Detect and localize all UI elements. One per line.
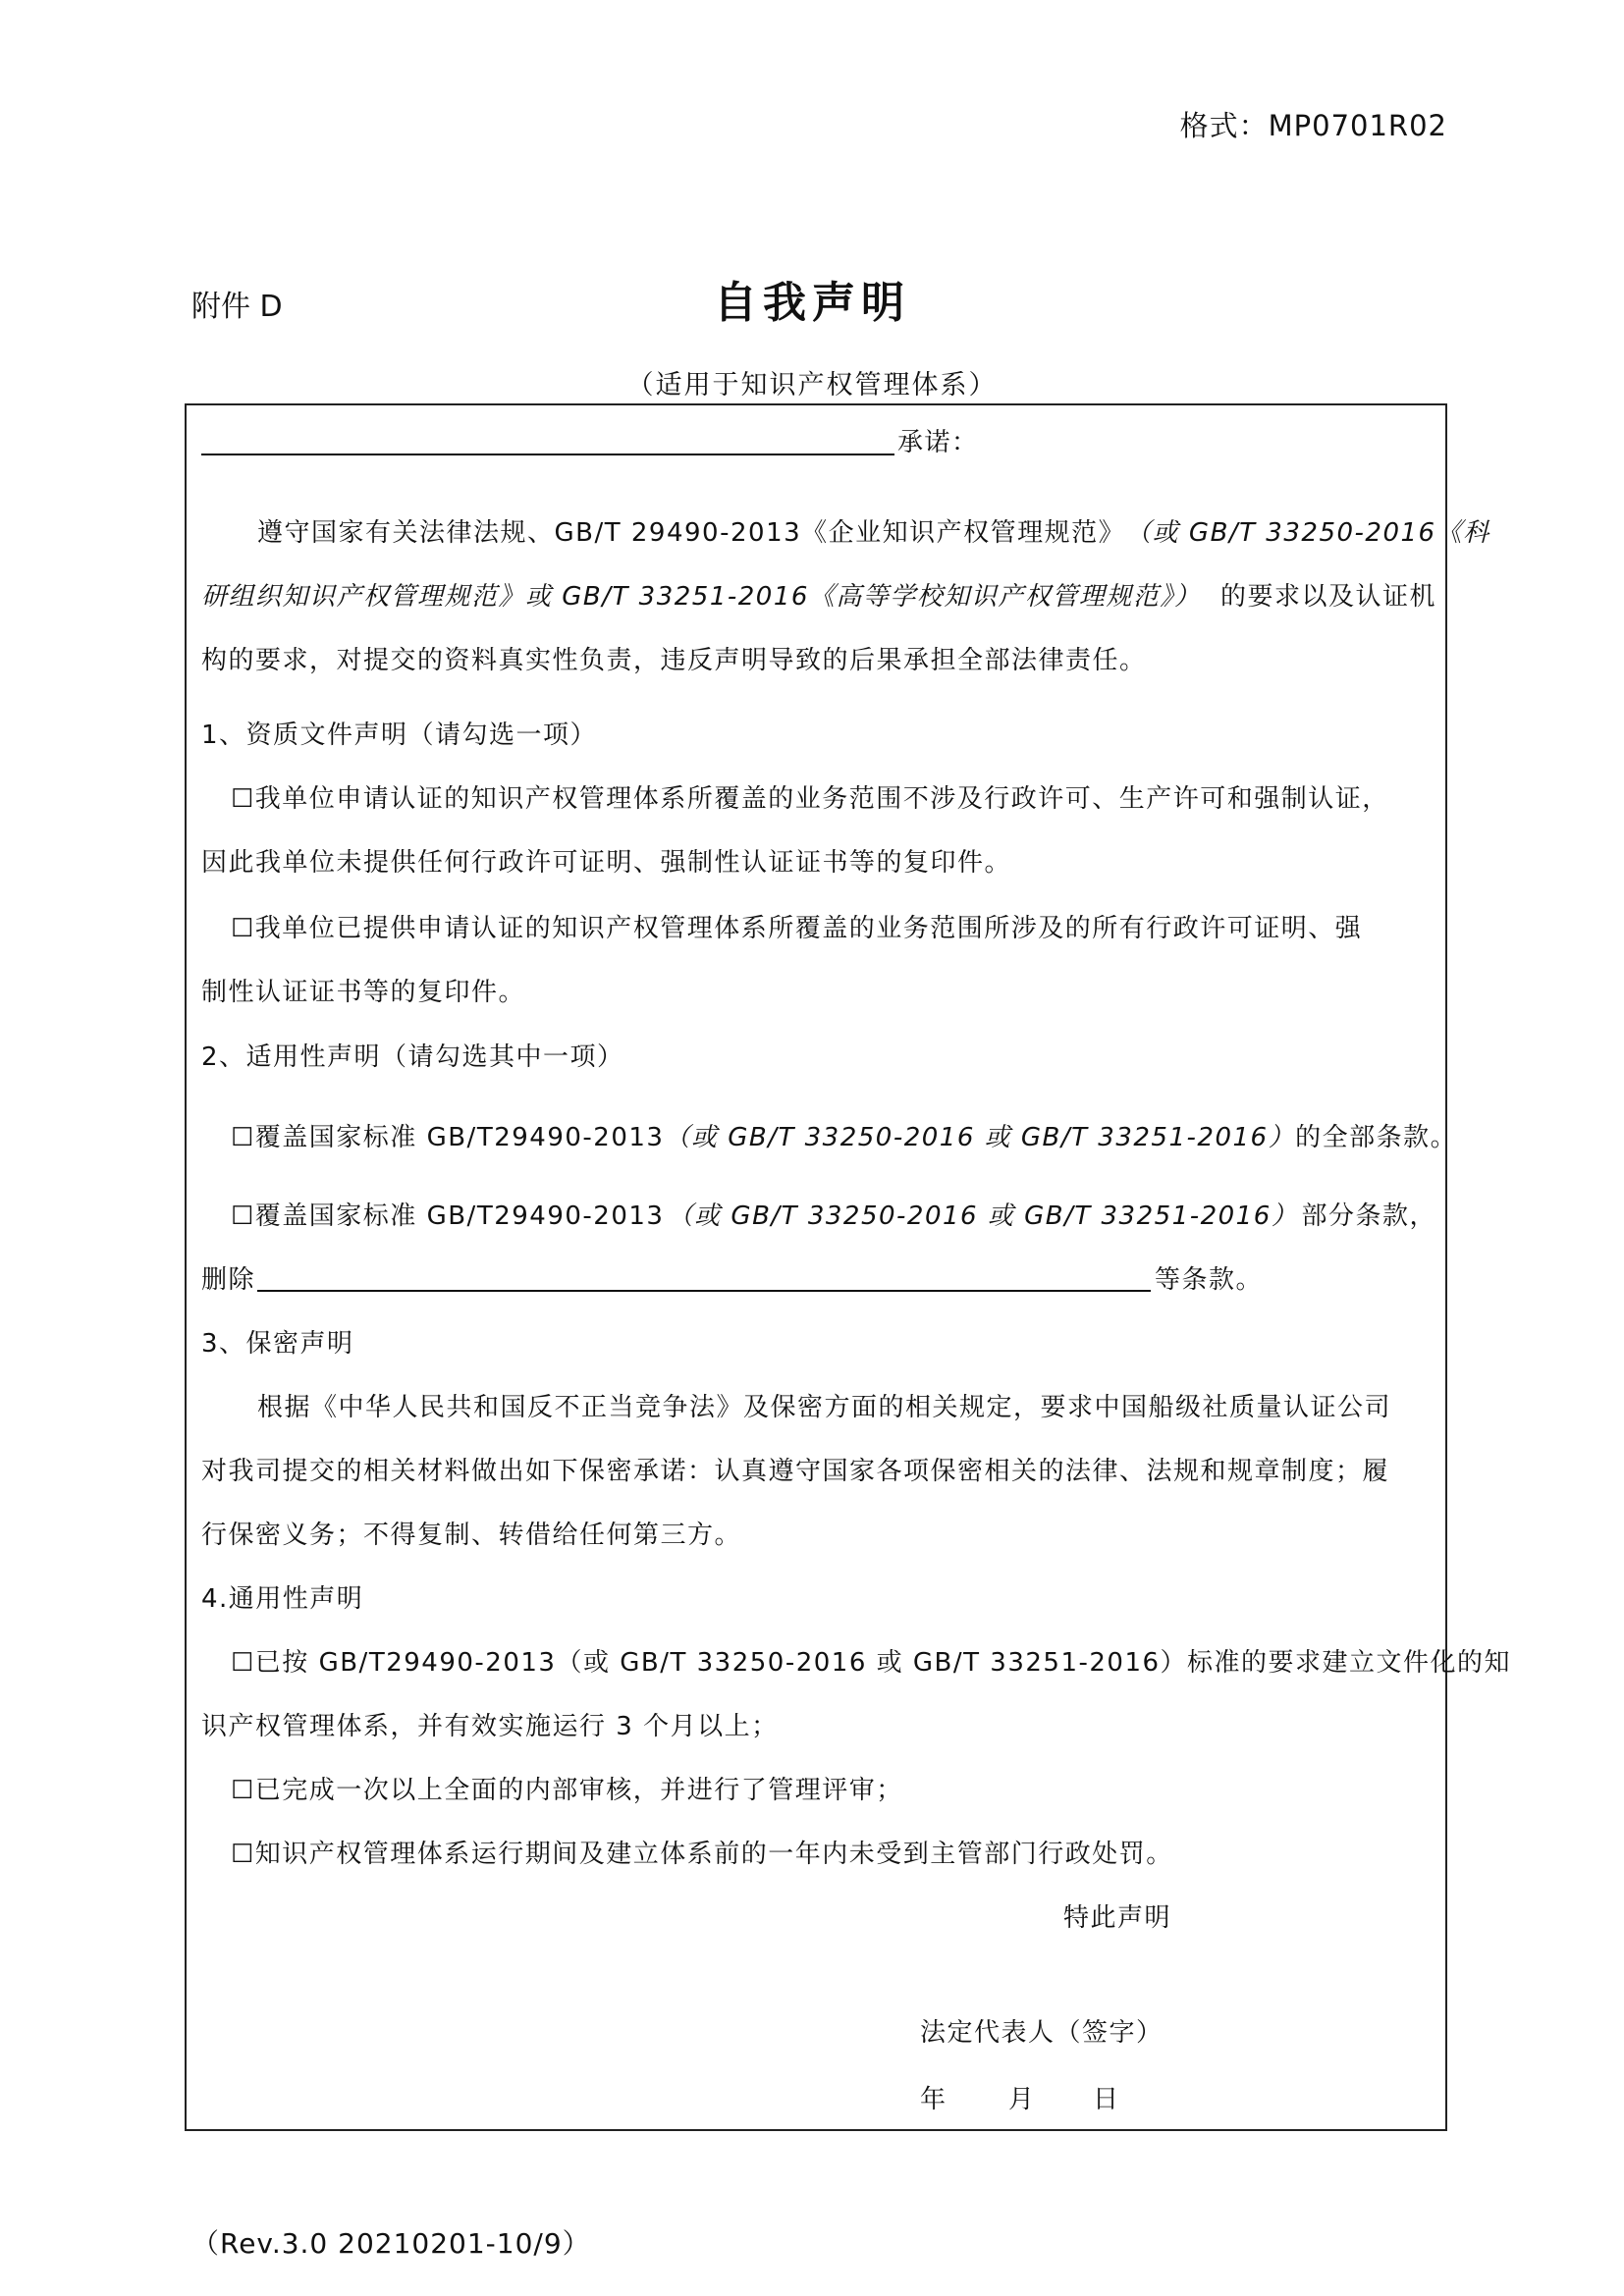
section2-option2-standard: ☐覆盖国家标准 GB/T29490-2013 [231,1201,665,1231]
intro-line-3: 构的要求，对提交的资料真实性负责，违反声明导致的后果承担全部法律责任。 [201,646,1147,675]
date-year-label: 年 [920,2085,947,2114]
page-subtitle: （适用于知识产权管理体系） [626,370,998,400]
intro-line-1-text: 遵守国家有关法律法规、GB/T 29490-2013《企业知识产权管理规范》 [257,518,1126,548]
deleted-clauses-field[interactable] [257,1256,1151,1292]
section2-option1-alternatives: （或 GB/T 33250-2016 或 GB/T 33251-2016） [664,1123,1296,1152]
section4-heading: 4.通用性声明 [201,1584,364,1614]
section2-option1-standard: ☐覆盖国家标准 GB/T29490-2013 [231,1123,665,1152]
section2-option2-suffix: 部分条款， [1301,1201,1436,1231]
intro-line-2 [201,576,1436,613]
annex-label: 附件 D [191,290,283,324]
section1-option1-line1[interactable]: ☐我单位申请认证的知识产权管理体系所覆盖的业务范围不涉及行政许可、生产许可和强制认证， [231,784,1389,814]
section4-option1-line1[interactable]: ☐已按 GB/T29490-2013（或 GB/T 33250-2016 或 GB/T 33251-2016）标准的要求建立文件化的知 [231,1648,1512,1678]
section2-option2[interactable] [231,1196,1436,1232]
page-title: 自我声明 [714,278,910,328]
revision-footer: （Rev.3.0 20210201-10/9） [191,2227,591,2260]
intro-line-2-text: 的要求以及认证机 [1219,582,1436,612]
signature-label: 法定代表人（签字） [920,2018,1164,2048]
section1-option1-line2: 因此我单位未提供任何行政许可证明、强制性认证证书等的复印件。 [201,848,1012,878]
section4-option2[interactable]: ☐已完成一次以上全面的内部审核，并进行了管理评审； [231,1776,903,1805]
section3-heading: 3、保密声明 [201,1329,354,1359]
intro-line-1 [257,512,1490,549]
date-day-label: 日 [1093,2085,1120,2114]
date-month-label: 月 [1008,2085,1036,2114]
section3-line3: 行保密义务；不得复制、转借给任何第三方。 [201,1521,742,1550]
section2-option1-suffix: 的全部条款。 [1295,1123,1458,1152]
section1-option2-line2: 制性认证证书等的复印件。 [201,978,526,1007]
section3-line2: 对我司提交的相关材料做出如下保密承诺：认真遵守国家各项保密相关的法律、法规和规章制度；履 [201,1457,1390,1486]
organization-name-field[interactable] [201,420,894,455]
section1-option2-line1[interactable]: ☐我单位已提供申请认证的知识产权管理体系所覆盖的业务范围所涉及的所有行政许可证明、强 [231,914,1363,943]
section3-line1: 根据《中华人民共和国反不正当竞争法》及保密方面的相关规定，要求中国船级社质量认证公司 [257,1393,1392,1422]
section2-option1[interactable] [231,1117,1457,1153]
format-code: 格式：MP0701R02 [1179,109,1447,142]
section2-option2-alternatives: （或 GB/T 33250-2016 或 GB/T 33251-2016） [667,1201,1299,1231]
section1-heading: 1、资质文件声明（请勾选一项） [201,721,598,750]
declare-text: 特此声明 [1063,1903,1172,1933]
section4-option1-line2: 识产权管理体系，并有效实施运行 3 个月以上； [201,1712,779,1741]
section2-heading: 2、适用性声明（请勾选其中一项） [201,1042,624,1072]
promise-label: 承诺： [897,428,979,457]
intro-line-1-italic: （或 GB/T 33250-2016《科 [1125,518,1490,548]
delete-label: 删除 [201,1265,256,1295]
section4-option3[interactable]: ☐知识产权管理体系运行期间及建立体系前的一年内未受到主管部门行政处罚。 [231,1840,1173,1869]
delete-suffix: 等条款。 [1155,1265,1264,1295]
intro-line-2-italic: 研组织知识产权管理规范》或 GB/T 33251-2016《高等学校知识产权管理规范》） [201,582,1202,612]
